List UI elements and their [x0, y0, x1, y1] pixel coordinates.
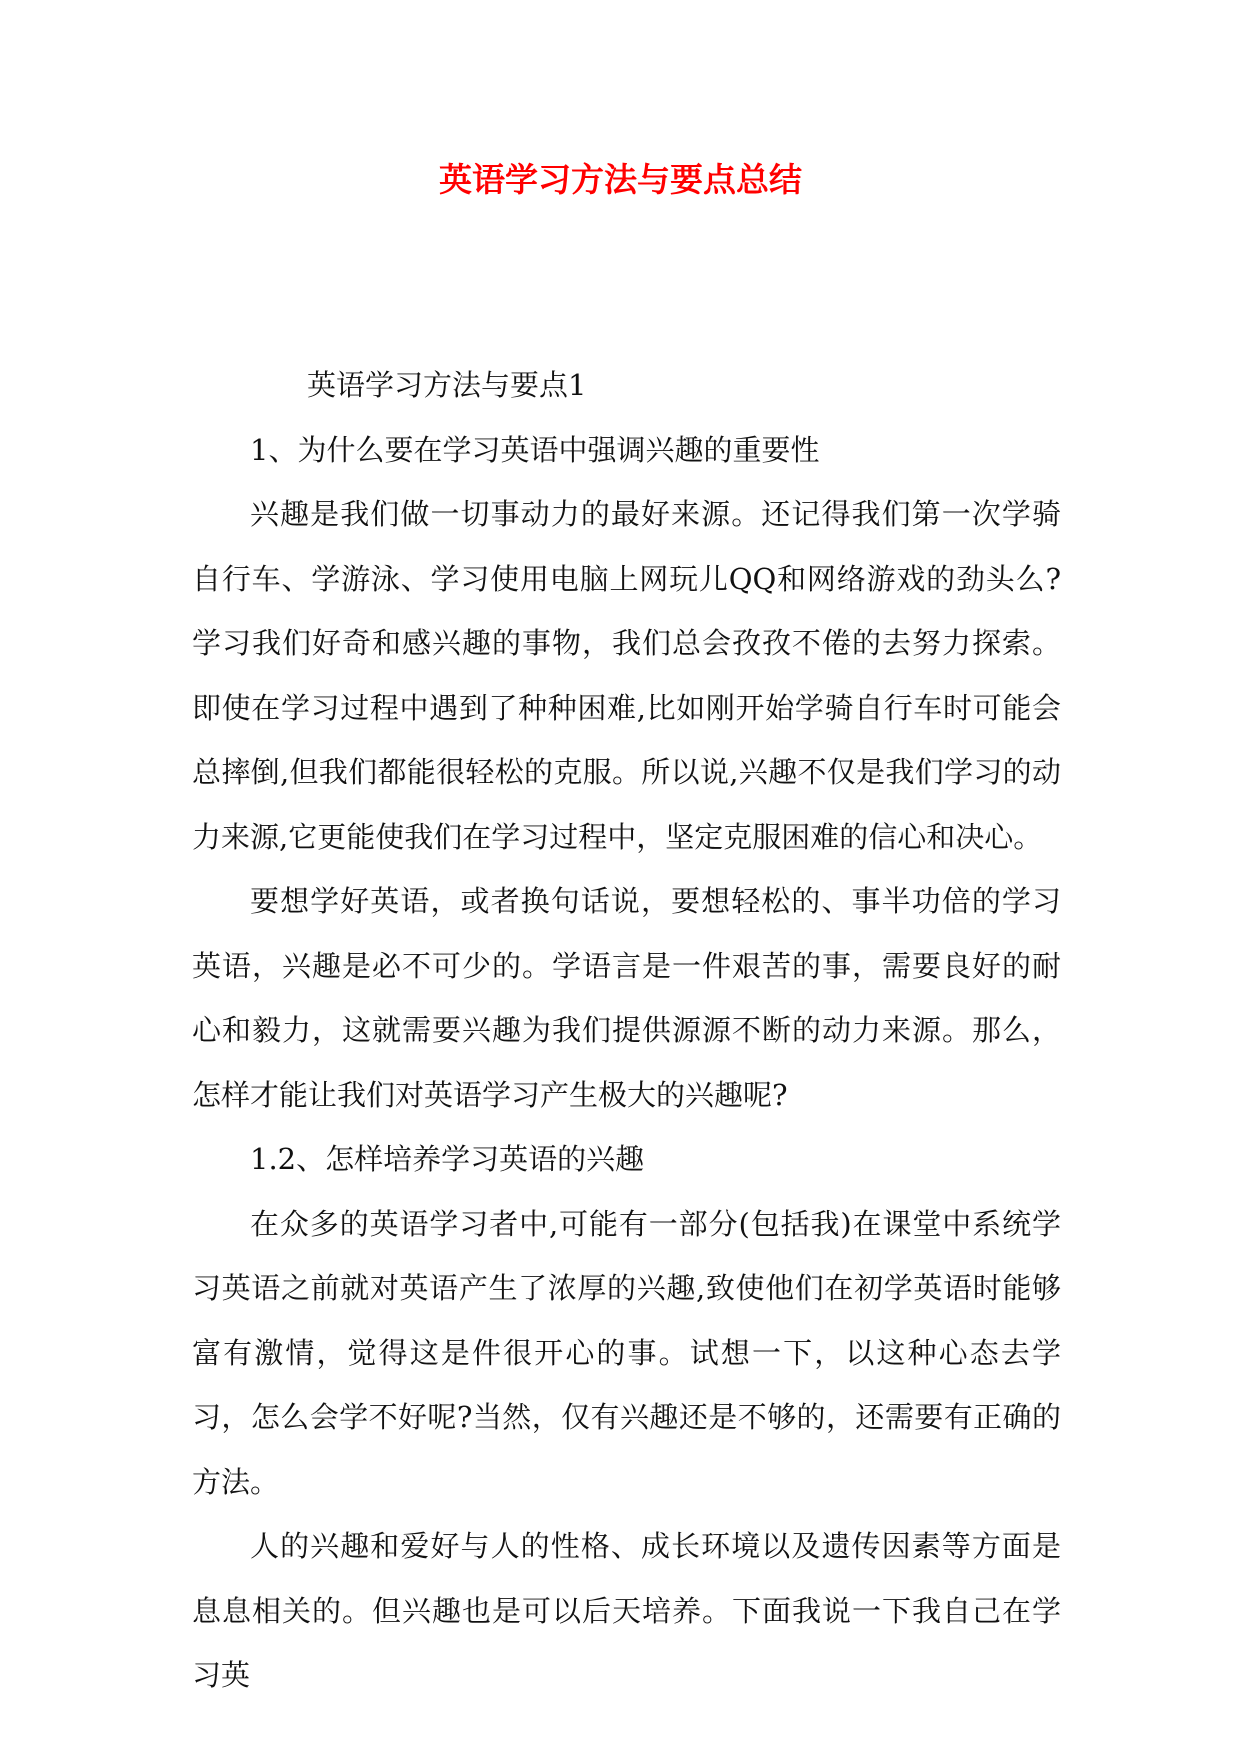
document-title: 英语学习方法与要点总结: [439, 160, 802, 199]
question-heading: 1、为什么要在学习英语中强调兴趣的重要性: [250, 432, 820, 467]
section-heading: 英语学习方法与要点1: [307, 368, 587, 402]
body-paragraph: 在众多的英语学习者中,可能有一部分(包括我)在课堂中系统学习英语之前就对英语产生了浓厚的兴趣,致使他们在初学英语时能够富有激情，觉得这是件很开心的事。试想一下，以这种心态去学习，怎么会学不好呢?当然，仅有兴趣还是不够的，还需要有正确的方法。: [192, 1206, 1061, 1499]
body-paragraph: 兴趣是我们做一切事动力的最好来源。还记得我们第一次学骑自行车、学游泳、学习使用电脑上网玩儿QQ和网络游戏的劲头么?学习我们好奇和感兴趣的事物，我们总会孜孜不倦的去努力探索。即使在学习过程中遇到了种种困难,比如刚开始学骑自行车时可能会总摔倒,但我们都能很轻松的克服。所以说,兴趣不仅是我们学习的动力来源,它更能使我们在学习过程中，坚定克服困难的信心和决心。: [192, 497, 1061, 854]
body-paragraph: 人的兴趣和爱好与人的性格、成长环境以及遗传因素等方面是息息相关的。但兴趣也是可以后天培养。下面我说一下我自己在学习英: [192, 1529, 1061, 1692]
subsection-heading: 1.2、怎样培养学习英语的兴趣: [250, 1142, 645, 1176]
body-paragraph: 要想学好英语，或者换句话说，要想轻松的、事半功倍的学习英语，兴趣是必不可少的。学语言是一件艰苦的事，需要良好的耐心和毅力，这就需要兴趣为我们提供源源不断的动力来源。那么，怎样才能让我们对英语学习产生极大的兴趣呢?: [192, 884, 1061, 1112]
document-body: [192, 353, 1061, 1708]
